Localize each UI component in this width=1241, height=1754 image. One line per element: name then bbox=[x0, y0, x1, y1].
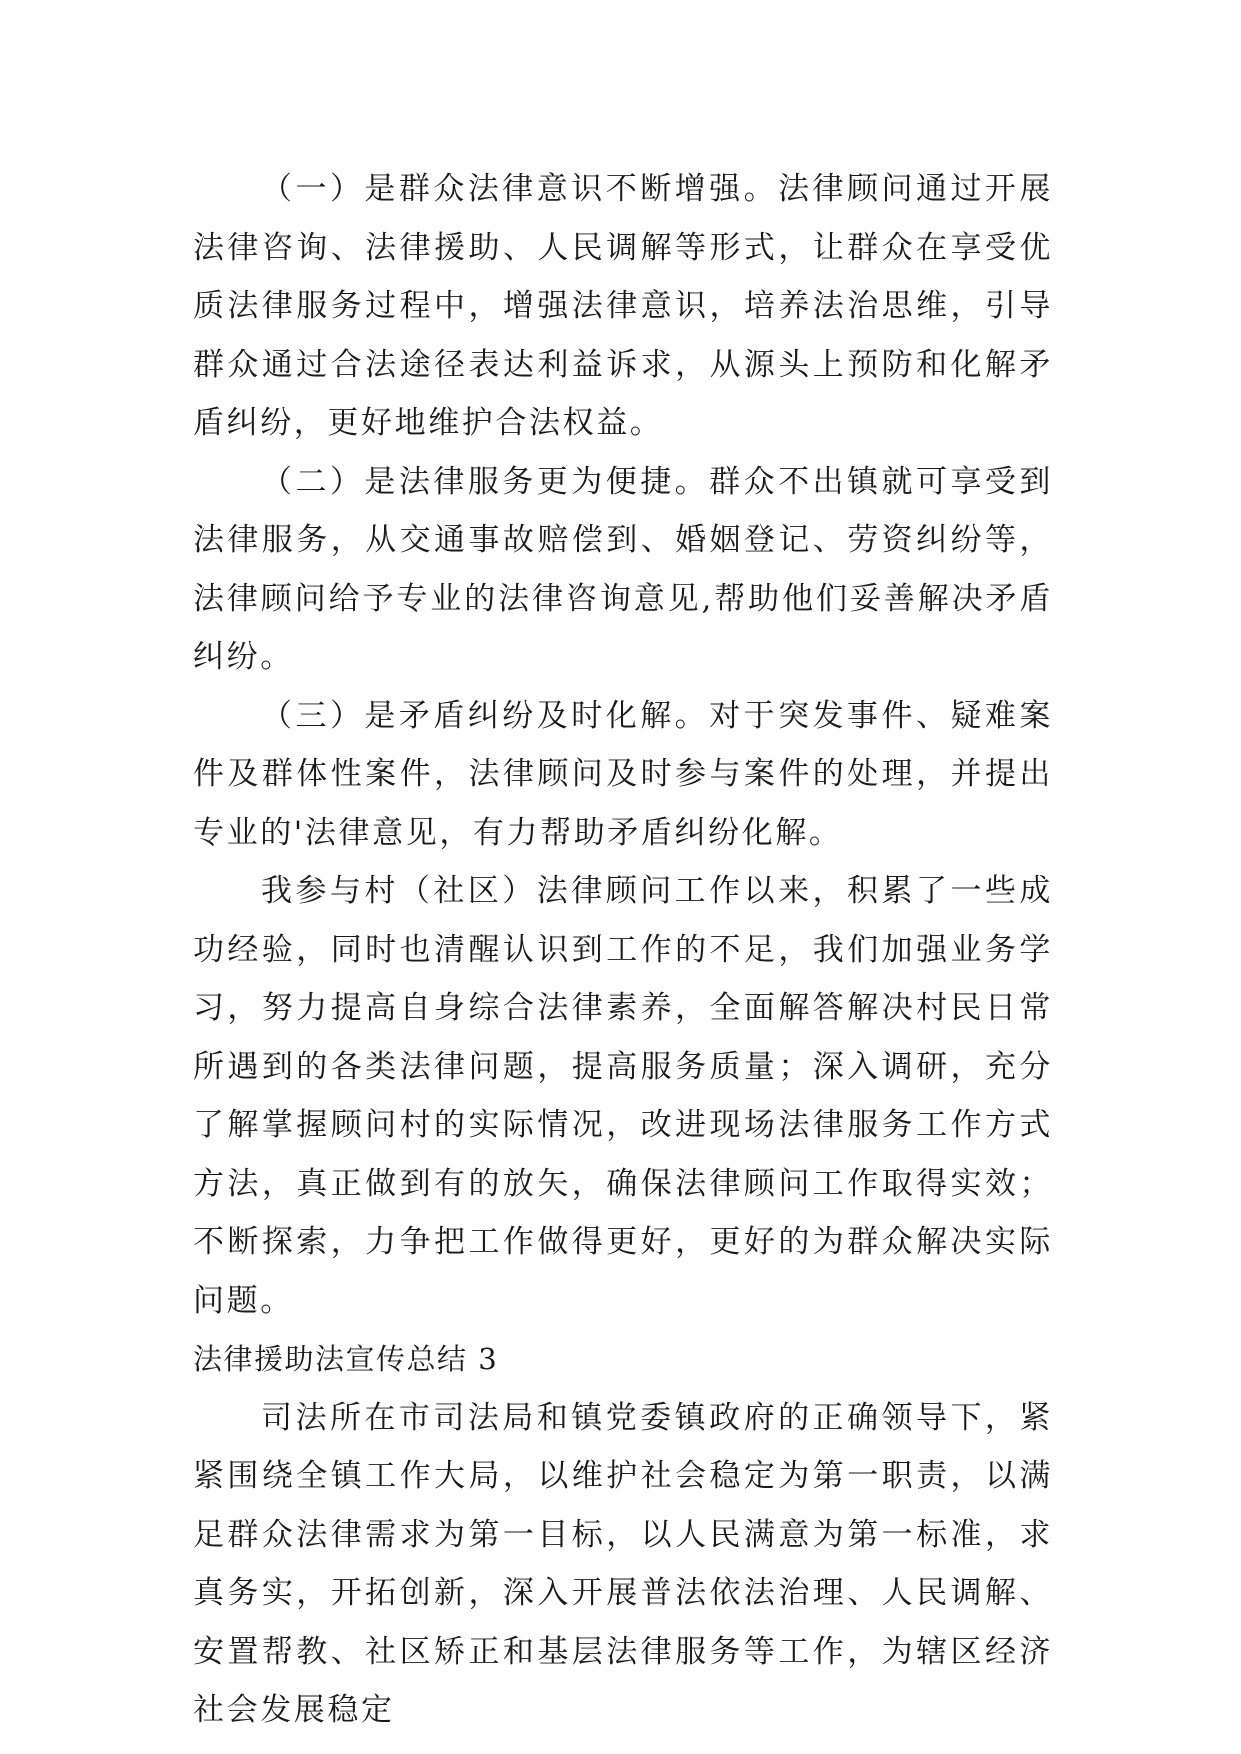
section-title: 法律援助法宣传总结 3 bbox=[193, 1342, 499, 1376]
paragraph-dispute-resolution: （三）是矛盾纠纷及时化解。对于突发事件、疑难案件及群体性案件，法律顾问及时参与案件的处理，并提出专业的'法律意见，有力帮助矛盾纠纷化解。 bbox=[193, 697, 1053, 851]
paragraph-convenient-service: （二）是法律服务更为便捷。群众不出镇就可享受到法律服务，从交通事故赔偿到、婚姻登记、劳资纠纷等，法律顾问给予专业的法律咨询意见,帮助他们妥善解决矛盾纠纷。 bbox=[193, 463, 1053, 675]
paragraph-judicial-office: 司法所在市司法局和镇党委镇政府的正确领导下，紧紧围绕全镇工作大局，以维护社会稳定为第一职责，以满足群众法律需求为第一目标，以人民满意为第一标准，求真务实，开拓创新，深入开展普法依法治理、人民调解、安置帮教、社区矫正和基层法律服务等工作，为辖区经济社会发展稳定 bbox=[193, 1399, 1053, 1728]
paragraph-work-reflection: 我参与村（社区）法律顾问工作以来，积累了一些成功经验，同时也清醒认识到工作的不足，我们加强业务学习，努力提高自身综合法律素养，全面解答解决村民日常所遇到的各类法律问题，提高服务质量；深入调研，充分了解掌握顾问村的实际情况，改进现场法律服务工作方式方法，真正做到有的放矢，确保法律顾问工作取得实效；不断探索，力争把工作做得更好，更好的为群众解决实际问题。 bbox=[193, 873, 1053, 1319]
paragraph-legal-awareness: （一）是群众法律意识不断增强。法律顾问通过开展法律咨询、法律援助、人民调解等形式，让群众在享受优质法律服务过程中，增强法律意识，培养法治思维，引导群众通过合法途径表达利益诉求，从源头上预防和化解矛盾纠纷，更好地维护合法权益。 bbox=[193, 171, 1053, 441]
document-body bbox=[193, 160, 1053, 1740]
